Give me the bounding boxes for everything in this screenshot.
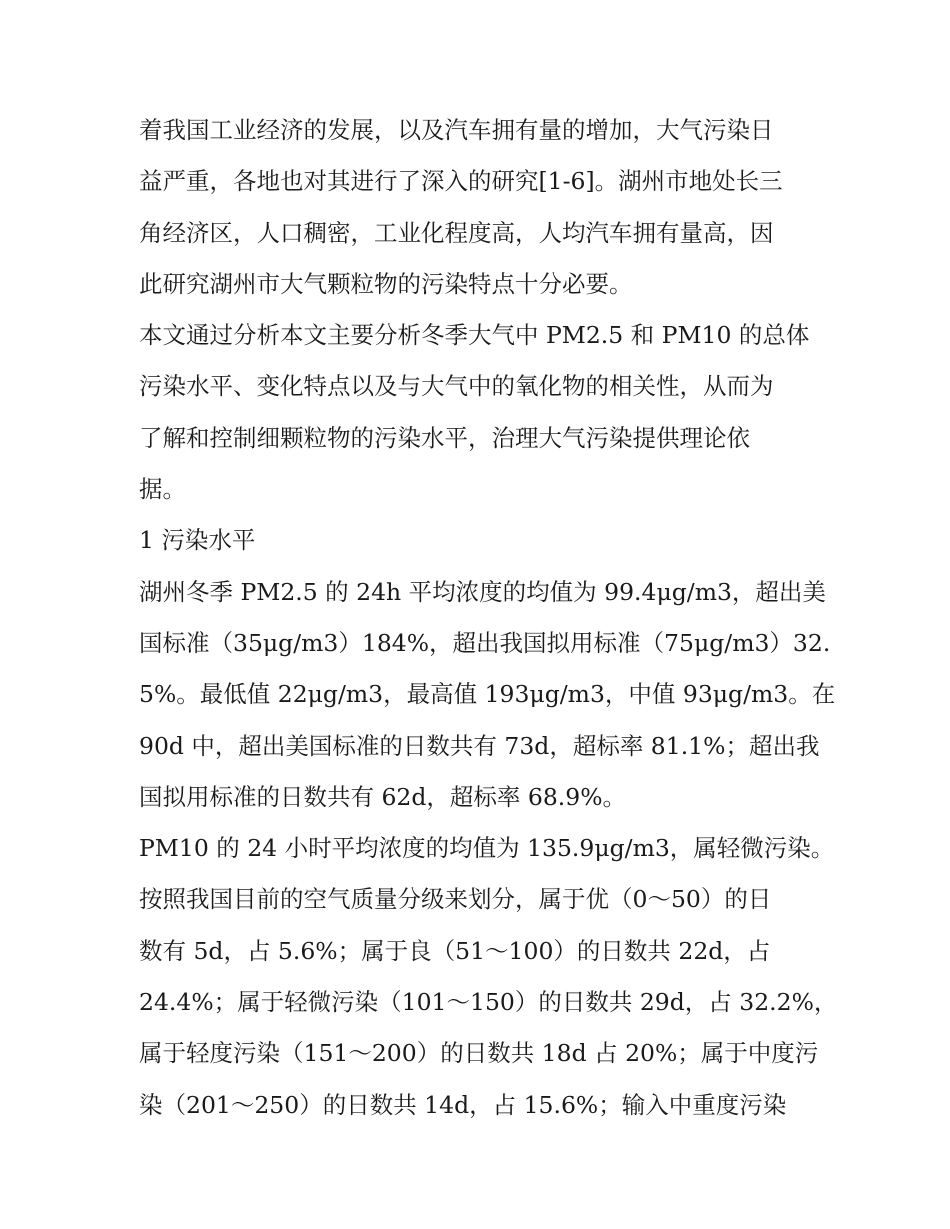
text-line: 本文通过分析本文主要分析冬季大气中 PM2.5 和 PM10 的总体 bbox=[139, 321, 810, 350]
text-line: 角经济区，人口稠密，工业化程度高，人均汽车拥有量高，因 bbox=[139, 218, 774, 247]
text-line: 国拟用标准的日数共有 62d，超标率 68.9%。 bbox=[139, 782, 627, 811]
text-line: 数有 5d，占 5.6%；属于良（51～100）的日数共 22d，占 bbox=[139, 936, 771, 965]
text-line: PM10 的 24 小时平均浓度的均值为 135.9μg/m3，属轻微污染。 bbox=[139, 834, 835, 863]
text-line: 染（201～250）的日数共 14d，占 15.6%；输入中重度污染 bbox=[139, 1090, 787, 1119]
text-line: 5%。最低值 22μg/m3，最高值 193μg/m3，中值 93μg/m3。在 bbox=[139, 680, 836, 709]
text-line: 24.4%；属于轻微污染（101～150）的日数共 29d，占 32.2%， bbox=[139, 988, 838, 1017]
text-line: 着我国工业经济的发展，以及汽车拥有量的增加，大气污染日 bbox=[139, 116, 774, 144]
text-line: 国标准（35μg/m3）184%，超出我国拟用标准（75μg/m3）32. bbox=[139, 628, 831, 657]
text-line: 属于轻度污染（151～200）的日数共 18d 占 20%；属于中度污 bbox=[139, 1039, 819, 1068]
text-line: 按照我国目前的空气质量分级来划分，属于优（0～50）的日 bbox=[139, 885, 772, 914]
text-line: 污染水平、变化特点以及与大气中的氧化物的相关性，从而为 bbox=[139, 372, 774, 401]
text-line: 此研究湖州市大气颗粒物的污染特点十分必要。 bbox=[139, 269, 633, 298]
text-line: 90d 中，超出美国标准的日数共有 73d，超标率 81.1%；超出我 bbox=[139, 731, 820, 760]
text-line: 湖州冬季 PM2.5 的 24h 平均浓度的均值为 99.4μg/m3，超出美 bbox=[139, 577, 826, 606]
section-heading: 1 污染水平 bbox=[139, 526, 256, 555]
text-line: 了解和控制细颗粒物的污染水平，治理大气污染提供理论依 bbox=[139, 423, 750, 452]
text-line: 据。 bbox=[139, 475, 186, 504]
document-body bbox=[139, 105, 838, 1131]
text-line: 益严重，各地也对其进行了深入的研究[1-6]。湖州市地处长三 bbox=[139, 167, 783, 196]
